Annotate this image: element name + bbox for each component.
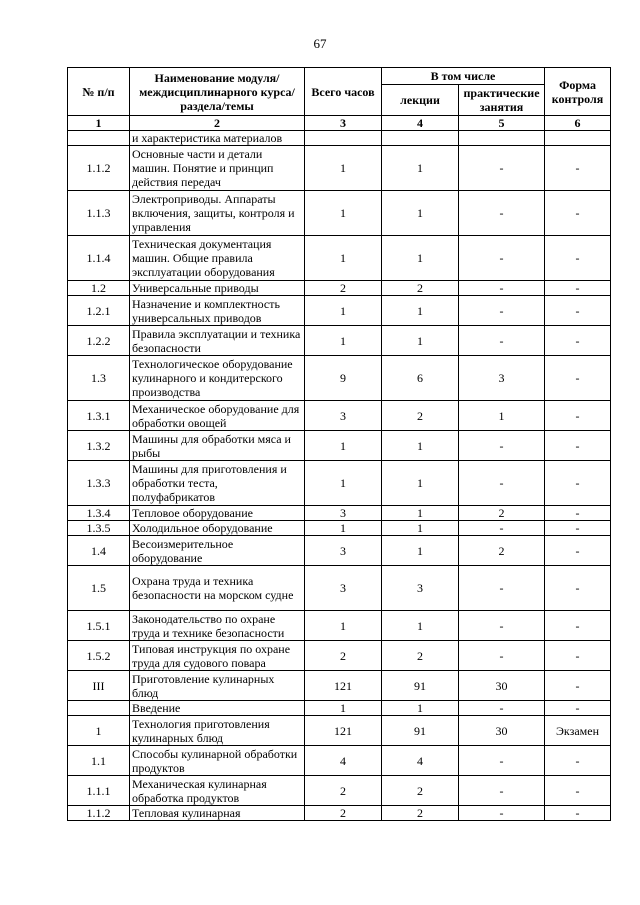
row-total-hours: 3 xyxy=(305,506,382,521)
row-name: Машины для обработки мяса и рыбы xyxy=(130,431,305,461)
row-number: 1.3.2 xyxy=(68,431,130,461)
row-control-form: - xyxy=(545,746,611,776)
row-number: 1.2 xyxy=(68,281,130,296)
row-number: 1 xyxy=(68,716,130,746)
row-name: Приготовление кулинарных блюд xyxy=(130,671,305,701)
row-total-hours: 2 xyxy=(305,806,382,821)
table-row xyxy=(68,806,611,821)
table-row xyxy=(68,191,611,236)
row-practical: 2 xyxy=(459,506,545,521)
page-number: 67 xyxy=(313,36,327,51)
row-control-form: - xyxy=(545,281,611,296)
row-control-form: - xyxy=(545,461,611,506)
row-number: III xyxy=(68,671,130,701)
row-practical: 1 xyxy=(459,401,545,431)
row-name: Законодательство по охране труда и технике безопасности xyxy=(130,611,305,641)
table-row xyxy=(68,506,611,521)
table-row xyxy=(68,431,611,461)
row-lectures: 1 xyxy=(382,506,459,521)
row-practical: - xyxy=(459,326,545,356)
row-lectures: 1 xyxy=(382,236,459,281)
row-total-hours: 4 xyxy=(305,746,382,776)
row-practical: - xyxy=(459,296,545,326)
row-practical: - xyxy=(459,566,545,611)
row-name: Машины для приготовления и обработки теста, полуфабрикатов xyxy=(130,461,305,506)
row-control-form: Экзамен xyxy=(545,716,611,746)
row-total-hours: 9 xyxy=(305,356,382,401)
row-total-hours: 1 xyxy=(305,461,382,506)
row-number: 1.3.5 xyxy=(68,521,130,536)
row-lectures: 91 xyxy=(382,716,459,746)
column-index: 4 xyxy=(382,116,459,131)
row-control-form: - xyxy=(545,326,611,356)
row-total-hours: 2 xyxy=(305,281,382,296)
row-name: Технологическое оборудование кулинарного и кондитерского производства xyxy=(130,356,305,401)
row-control-form: - xyxy=(545,641,611,671)
row-name: Тепловая кулинарная xyxy=(130,806,305,821)
row-total-hours: 1 xyxy=(305,431,382,461)
row-total-hours: 121 xyxy=(305,671,382,701)
row-total-hours: 3 xyxy=(305,401,382,431)
row-control-form xyxy=(545,131,611,146)
table-row xyxy=(68,281,611,296)
row-lectures: 1 xyxy=(382,326,459,356)
row-name: и характеристика материалов xyxy=(130,131,305,146)
row-number: 1.1.2 xyxy=(68,806,130,821)
row-control-form: - xyxy=(545,296,611,326)
row-name: Способы кулинарной обработки продуктов xyxy=(130,746,305,776)
table-row xyxy=(68,326,611,356)
row-lectures: 1 xyxy=(382,431,459,461)
column-index: 6 xyxy=(545,116,611,131)
row-practical: - xyxy=(459,806,545,821)
table-row xyxy=(68,701,611,716)
row-name: Тепловое оборудование xyxy=(130,506,305,521)
row-total-hours: 1 xyxy=(305,701,382,716)
row-number: 1.4 xyxy=(68,536,130,566)
row-total-hours: 1 xyxy=(305,521,382,536)
table-row xyxy=(68,131,611,146)
row-number: 1.1.2 xyxy=(68,146,130,191)
row-number: 1.2.2 xyxy=(68,326,130,356)
header-including: В том числе xyxy=(382,68,545,85)
table-row xyxy=(68,746,611,776)
row-lectures: 2 xyxy=(382,641,459,671)
row-control-form: - xyxy=(545,806,611,821)
row-lectures: 2 xyxy=(382,401,459,431)
row-control-form: - xyxy=(545,431,611,461)
row-practical: 30 xyxy=(459,671,545,701)
row-total-hours: 1 xyxy=(305,611,382,641)
row-total-hours: 3 xyxy=(305,536,382,566)
table-row xyxy=(68,776,611,806)
row-number: 1.3.1 xyxy=(68,401,130,431)
row-number: 1.1.3 xyxy=(68,191,130,236)
row-lectures: 1 xyxy=(382,461,459,506)
table-row xyxy=(68,356,611,401)
column-index-row xyxy=(68,116,611,131)
row-lectures: 2 xyxy=(382,776,459,806)
row-name: Холодильное оборудование xyxy=(130,521,305,536)
row-practical: 2 xyxy=(459,536,545,566)
table-row xyxy=(68,716,611,746)
table-row xyxy=(68,641,611,671)
curriculum-table xyxy=(67,67,611,821)
row-number: 1.1.1 xyxy=(68,776,130,806)
column-index: 5 xyxy=(459,116,545,131)
row-total-hours: 1 xyxy=(305,326,382,356)
row-total-hours xyxy=(305,131,382,146)
table-row xyxy=(68,521,611,536)
row-practical: - xyxy=(459,461,545,506)
row-number: 1.3 xyxy=(68,356,130,401)
row-name: Весоизмерительное оборудование xyxy=(130,536,305,566)
table-row xyxy=(68,566,611,611)
table-row xyxy=(68,611,611,641)
row-lectures: 1 xyxy=(382,296,459,326)
row-lectures: 2 xyxy=(382,806,459,821)
row-name: Механическое оборудование для обработки овощей xyxy=(130,401,305,431)
row-name: Универсальные приводы xyxy=(130,281,305,296)
header-practical: практические занятия xyxy=(459,85,545,116)
row-name: Механическая кулинарная обработка продуктов xyxy=(130,776,305,806)
row-name: Назначение и комплектность универсальных приводов xyxy=(130,296,305,326)
row-control-form: - xyxy=(545,236,611,281)
table-body xyxy=(68,131,611,821)
row-name: Введение xyxy=(130,701,305,716)
row-practical: - xyxy=(459,701,545,716)
row-name: Техническая документация машин. Общие правила эксплуатации оборудования xyxy=(130,236,305,281)
row-total-hours: 1 xyxy=(305,236,382,281)
header-total-hours: Всего часов xyxy=(305,68,382,116)
row-lectures: 91 xyxy=(382,671,459,701)
row-control-form: - xyxy=(545,566,611,611)
row-control-form: - xyxy=(545,776,611,806)
row-total-hours: 1 xyxy=(305,146,382,191)
row-practical: - xyxy=(459,431,545,461)
table-row xyxy=(68,671,611,701)
table-row xyxy=(68,461,611,506)
row-lectures: 1 xyxy=(382,611,459,641)
row-lectures: 1 xyxy=(382,521,459,536)
row-control-form: - xyxy=(545,146,611,191)
table-row xyxy=(68,146,611,191)
row-practical: - xyxy=(459,146,545,191)
row-total-hours: 1 xyxy=(305,296,382,326)
row-name: Охрана труда и техника безопасности на морском судне xyxy=(130,566,305,611)
row-name: Правила эксплуатации и техника безопасности xyxy=(130,326,305,356)
row-practical: - xyxy=(459,281,545,296)
row-lectures: 1 xyxy=(382,536,459,566)
row-lectures: 1 xyxy=(382,191,459,236)
row-number: 1.3.3 xyxy=(68,461,130,506)
row-control-form: - xyxy=(545,671,611,701)
row-total-hours: 3 xyxy=(305,566,382,611)
row-lectures xyxy=(382,131,459,146)
row-total-hours: 121 xyxy=(305,716,382,746)
column-index: 3 xyxy=(305,116,382,131)
header-lectures: лекции xyxy=(382,85,459,116)
row-number xyxy=(68,701,130,716)
row-total-hours: 2 xyxy=(305,776,382,806)
column-index: 1 xyxy=(68,116,130,131)
row-lectures: 1 xyxy=(382,701,459,716)
row-practical xyxy=(459,131,545,146)
row-control-form: - xyxy=(545,506,611,521)
row-lectures: 1 xyxy=(382,146,459,191)
row-number: 1.1.4 xyxy=(68,236,130,281)
row-lectures: 4 xyxy=(382,746,459,776)
row-control-form: - xyxy=(545,521,611,536)
row-lectures: 6 xyxy=(382,356,459,401)
table-row xyxy=(68,401,611,431)
column-index: 2 xyxy=(130,116,305,131)
row-practical: 3 xyxy=(459,356,545,401)
row-practical: - xyxy=(459,521,545,536)
row-control-form: - xyxy=(545,356,611,401)
header-num: № п/п xyxy=(68,68,130,116)
row-total-hours: 1 xyxy=(305,191,382,236)
row-name: Основные части и детали машин. Понятие и принцип действия передач xyxy=(130,146,305,191)
row-practical: - xyxy=(459,611,545,641)
row-total-hours: 2 xyxy=(305,641,382,671)
row-control-form: - xyxy=(545,401,611,431)
header-name: Наименование модуля/междисциплинарного курса/раздела/темы xyxy=(130,68,305,116)
table-header xyxy=(68,68,611,131)
row-name: Электроприводы. Аппараты включения, защиты, контроля и управления xyxy=(130,191,305,236)
row-number xyxy=(68,131,130,146)
table-row xyxy=(68,536,611,566)
row-name: Технология приготовления кулинарных блюд xyxy=(130,716,305,746)
row-practical: - xyxy=(459,641,545,671)
row-number: 1.1 xyxy=(68,746,130,776)
row-practical: 30 xyxy=(459,716,545,746)
row-practical: - xyxy=(459,236,545,281)
header-control-form: Форма контроля xyxy=(545,68,611,116)
row-practical: - xyxy=(459,191,545,236)
row-control-form: - xyxy=(545,536,611,566)
row-number: 1.5.1 xyxy=(68,611,130,641)
row-number: 1.3.4 xyxy=(68,506,130,521)
row-number: 1.5.2 xyxy=(68,641,130,671)
row-number: 1.2.1 xyxy=(68,296,130,326)
row-control-form: - xyxy=(545,191,611,236)
row-lectures: 2 xyxy=(382,281,459,296)
table-row xyxy=(68,296,611,326)
row-name: Типовая инструкция по охране труда для судового повара xyxy=(130,641,305,671)
row-control-form: - xyxy=(545,611,611,641)
row-practical: - xyxy=(459,776,545,806)
row-number: 1.5 xyxy=(68,566,130,611)
row-lectures: 3 xyxy=(382,566,459,611)
table-row xyxy=(68,236,611,281)
row-practical: - xyxy=(459,746,545,776)
row-control-form: - xyxy=(545,701,611,716)
